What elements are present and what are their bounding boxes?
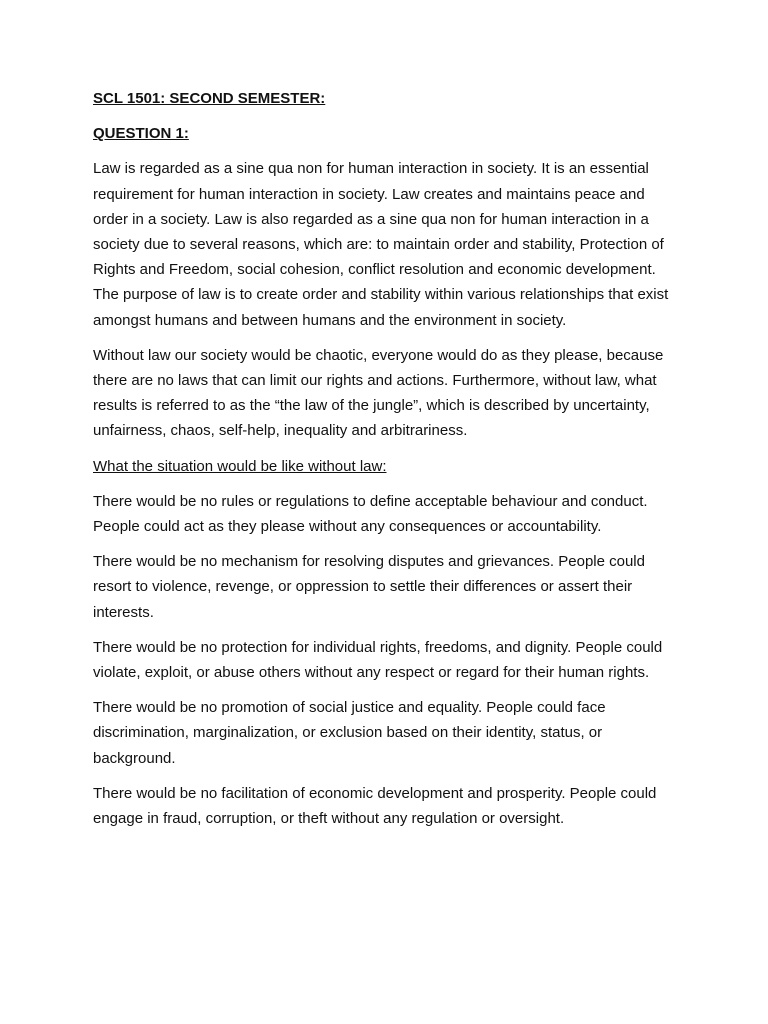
paragraph-body-4: There would be no promotion of social justice and equality. People could face discrimination, marginalization, or exclusion based on their identity, status, or background. [93,699,606,767]
paragraph-intro-1: Law is regarded as a sine qua non for human interaction in society. It is an essential requirement for human interaction in society. Law creates and maintains peace and order in a society. Law is also regarded as a sine qua non for human interaction in a society due to several reasons, which are: to maintain order and stability, Protection of Rights and Freedom, social cohesion, conflict resolution and economic development. The purpose of law is to create order and stability within various relationships that exist amongst humans and between humans and the environment in society. [93,160,669,329]
paragraph-body-2: There would be no mechanism for resolving disputes and grievances. People could resort to violence, revenge, or oppression to settle their differences or assert their interests. [93,553,645,621]
question-heading: QUESTION 1: [93,125,189,143]
paragraph-body-1: There would be no rules or regulations to define acceptable behaviour and conduct. People could act as they please without any consequences or accountability. [93,492,648,536]
paragraph-intro-2: Without law our society would be chaotic, everyone would do as they please, because there are no laws that can limit our rights and actions. Furthermore, without law, what results is referred to as the “the law of the jungle”, which is described by uncertainty, unfairness, chaos, self-help, inequality and arbitrariness. [93,346,664,440]
paragraph-body-3: There would be no protection for individual rights, freedoms, and dignity. People could violate, exploit, or abuse others without any respect or regard for their human rights. [93,638,663,682]
paragraph-body-5: There would be no facilitation of economic development and prosperity. People could engage in fraud, corruption, or theft without any regulation or oversight. [93,784,657,828]
document-page [93,86,683,841]
document-title: SCL 1501: SECOND SEMESTER: [93,90,326,107]
section-subheading: What the situation would be like without law: [93,457,387,475]
